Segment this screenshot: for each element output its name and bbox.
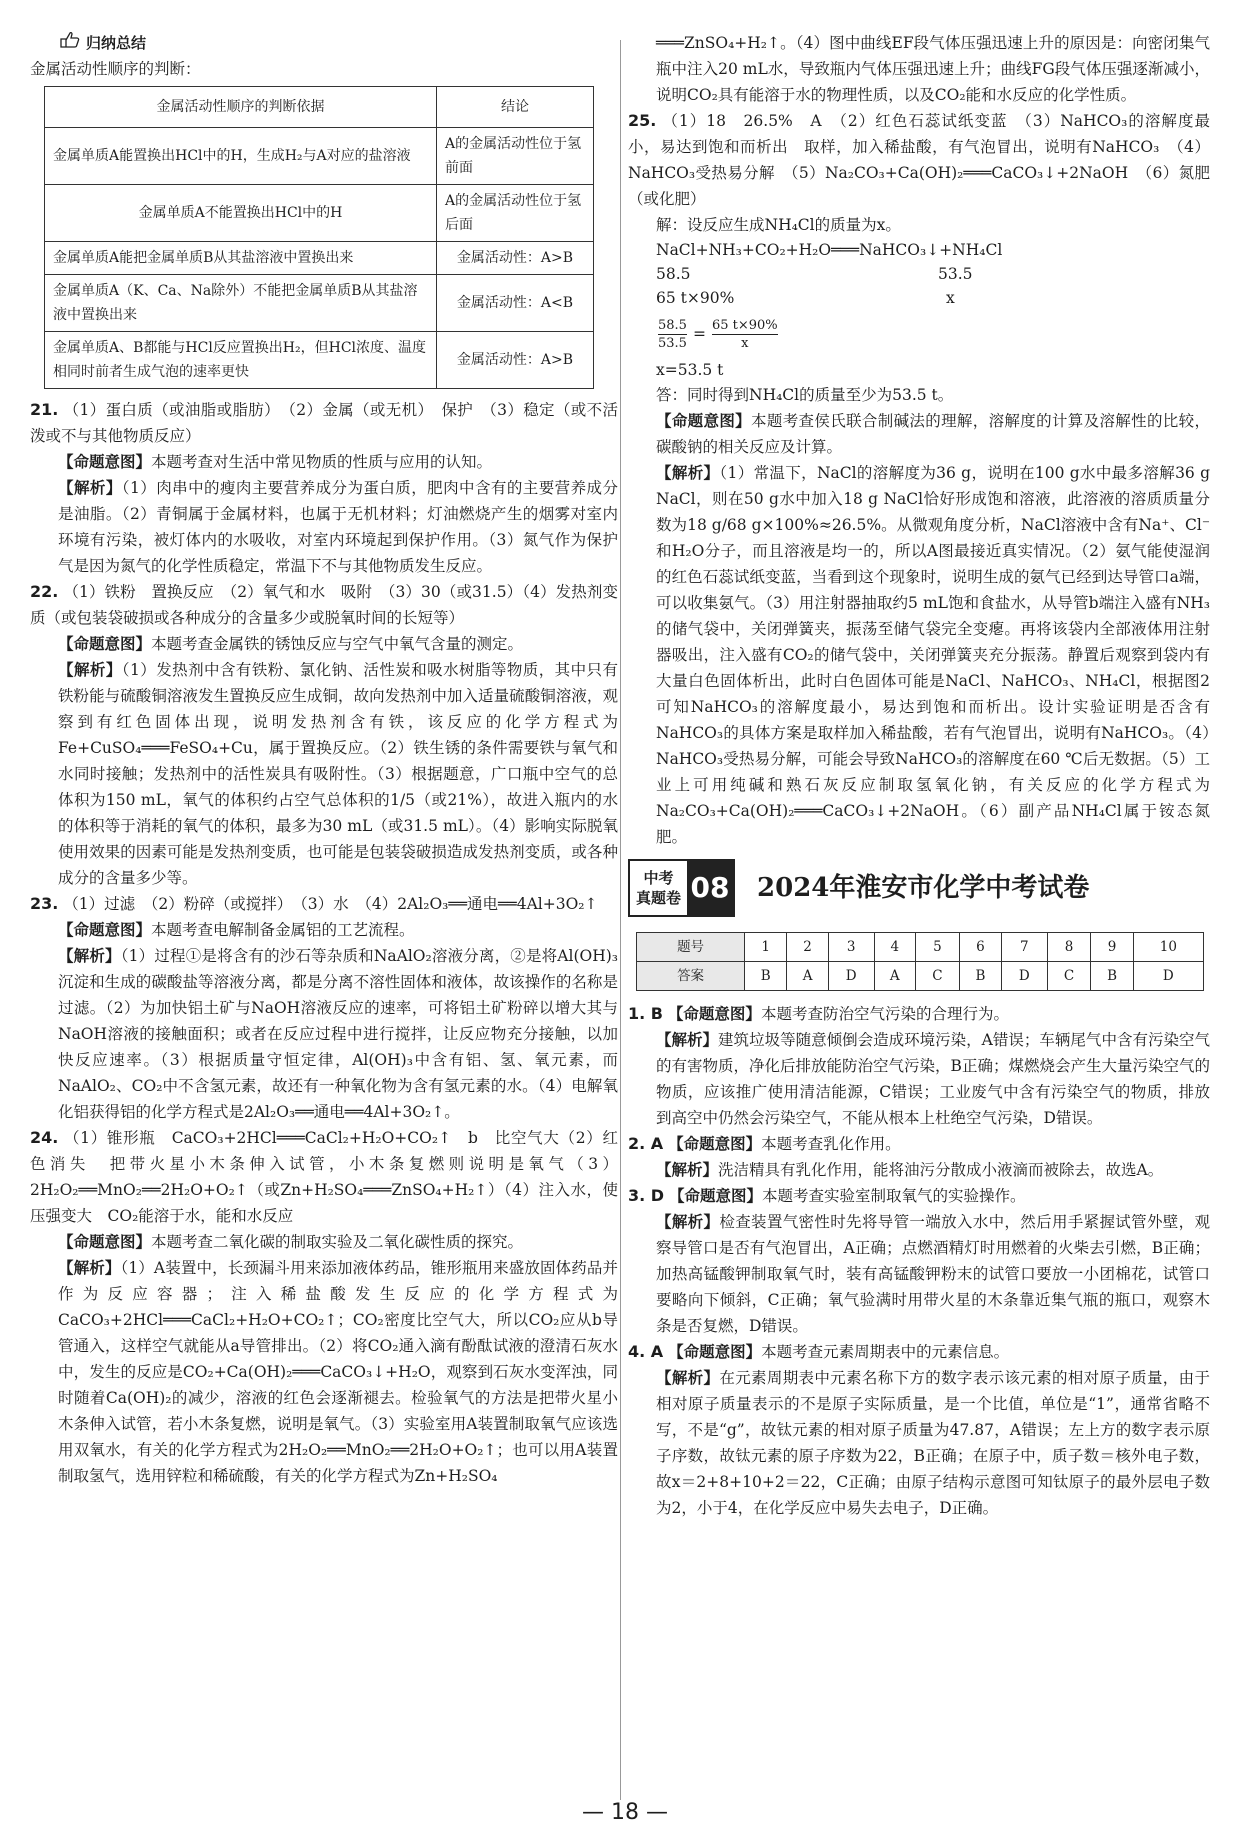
question-number: 24. bbox=[30, 1128, 59, 1147]
section-tag: 【命题意图】 bbox=[656, 412, 752, 430]
answer-paragraph bbox=[30, 449, 618, 475]
badge-bottom: 真题卷 bbox=[636, 889, 682, 907]
section-tag: 【解析】 bbox=[58, 1259, 121, 1277]
calc-equation: NaCl+NH₃+CO₂+H₂O═══NaHCO₃↓+NH₄Cl bbox=[656, 241, 1003, 259]
table-cell-conclusion: 金属活动性：A>B bbox=[437, 242, 594, 275]
right-answers-bottom bbox=[628, 1001, 1210, 1521]
answer-number-cell: 3 bbox=[828, 933, 874, 962]
answer-text: 本题考查防治空气污染的合理行为。 bbox=[760, 1005, 1009, 1023]
calc-given-right: x bbox=[946, 289, 955, 307]
answer-paragraph bbox=[30, 631, 618, 657]
answer-text: 本题考查侯氏联合制碱法的理解，溶解度的计算及溶解性的比较，碳酸钠的相关反应及计算。 bbox=[656, 412, 1210, 456]
answer-paragraph bbox=[30, 917, 618, 943]
section-tag: 【命题意图】 bbox=[668, 1135, 762, 1153]
section-tag: 【命题意图】 bbox=[58, 453, 152, 471]
answer-text: 本题考查电解制备金属铝的工艺流程。 bbox=[151, 921, 415, 939]
section-tag: 【命题意图】 bbox=[58, 1233, 152, 1251]
section-tag: 【命题意图】 bbox=[669, 1187, 763, 1205]
answer-text: ═══ZnSO₄+H₂↑。（4）图中曲线EF段气体压强迅速上升的原因是：向密闭集气瓶中注入20 mL水，导致瓶内气体压强迅速上升；曲线FG段气体压强逐渐减小，说明CO₂具有能溶于水的物理性质，以及CO₂能和水反应的化学性质。 bbox=[656, 34, 1210, 104]
answer-number-cell: 6 bbox=[959, 933, 1001, 962]
answer-paragraph bbox=[30, 397, 618, 449]
question-number: 2. A bbox=[628, 1134, 664, 1153]
badge-top: 中考 bbox=[643, 869, 674, 887]
section-tag: 【解析】 bbox=[656, 1369, 720, 1387]
answer-key-cell: B bbox=[959, 962, 1001, 991]
table-row bbox=[45, 185, 594, 242]
answer-paragraph bbox=[628, 1339, 1210, 1365]
calc-mass-left: 58.5 bbox=[656, 265, 691, 283]
answer-text: 洗洁精具有乳化作用，能将油污分散成小液滴而被除去，故选A。 bbox=[718, 1161, 1164, 1179]
section-tag: 【解析】 bbox=[656, 1161, 719, 1179]
page-number: — 18 — bbox=[582, 1800, 668, 1825]
answer-text: （1）铁粉 置换反应 （2）氧气和水 吸附 （3）30（或31.5）（4）发热剂变质（或包装袋破损或各种成分的含量多少或脱氧时间的长短等） bbox=[30, 583, 618, 627]
answer-row-label: 题号 bbox=[637, 933, 745, 962]
table-header-conclusion: 结论 bbox=[437, 87, 594, 128]
answer-key-cell: B bbox=[745, 962, 787, 991]
ratio-left bbox=[658, 317, 687, 352]
section-tag: 【命题意图】 bbox=[58, 635, 152, 653]
exam-title: 2024年淮安市化学中考试卷 bbox=[757, 873, 1090, 903]
answer-text: （1）过程①是将含有的沙石等杂质和NaAlO₂溶液分离，②是将Al(OH)₃沉淀和生成的碳酸盐等溶液分离，都是分离不溶性固体和液体，故该操作的名称是过滤。（2）为加快铝土矿与NaOH溶液反应的速率，可将铝土矿粉碎以增大其与NaOH溶液的接触面积；或者在反应过程中进行搅拌，让反应物充分接触，以加快反应速率。（3）根据质量守恒定律，Al(OH)₃中含有铝、氢、氧元素，而NaAlO₂、CO₂中不含氢元素，故还有一种氧化物为含有氢元素的水。（4）电解氧化铝获得铝的化学方程式是2Al₂O₃══通电══4Al+3O₂↑。 bbox=[58, 947, 618, 1121]
calc-ratio: $\frac{58.5}{53.5}$ = $\frac{65 t\times 90\%}{x}$ bbox=[658, 317, 778, 351]
answer-paragraph bbox=[628, 460, 1210, 850]
table-cell-conclusion: 金属活动性：A>B bbox=[437, 332, 594, 389]
table-cell-basis: 金属单质A、B都能与HCl反应置换出H₂，但HCl浓度、温度相同时前者生成气泡的速率更快 bbox=[45, 332, 437, 389]
hand-pointer-icon bbox=[60, 30, 80, 56]
left-answers bbox=[30, 397, 618, 1489]
ratio-left-num: 58.5 bbox=[658, 317, 687, 333]
section-tag: 【命题意图】 bbox=[58, 921, 152, 939]
answer-paragraph bbox=[628, 212, 1210, 238]
answer-text: 本题考查二氧化碳的制取实验及二氧化碳性质的探究。 bbox=[151, 1233, 524, 1251]
right-column bbox=[628, 30, 1210, 1521]
answer-number-cell: 7 bbox=[1002, 933, 1048, 962]
answer-row-label: 答案 bbox=[637, 962, 745, 991]
table-row bbox=[45, 128, 594, 185]
right-answers-top bbox=[628, 30, 1210, 238]
ratio-right-den: x bbox=[741, 335, 749, 351]
answer-table bbox=[636, 932, 1204, 991]
table-row bbox=[45, 332, 594, 389]
question-number: 23. bbox=[30, 894, 59, 913]
answer-paragraph bbox=[628, 1001, 1210, 1027]
answer-text: （1）发热剂中含有铁粉、氯化钠、活性炭和吸水树脂等物质，其中只有铁粉能与硫酸铜溶液发生置换反应生成铜，故向发热剂中加入适量硫酸铜溶液，观察到有红色固体出现，说明发热剂含有铁，该反应的化学方程式为Fe+CuSO₄═══FeSO₄+Cu，属于置换反应。（2）铁生锈的条件需要铁与氧气和水同时接触；发热剂中的活性炭具有吸附性。（3）根据题意，广口瓶中空气的总体积为150 mL，氧气的体积约占空气总体积的1/5（或21%），故进入瓶内的水的体积等于消耗的氧气的体积，最多为30 mL（或31.5 mL）。（4）影响实际脱氧使用效果的因素可能是发热剂变质，也可能是包装袋破损造成发热剂变质，或各种成分的含量多少等。 bbox=[58, 661, 618, 887]
answer-paragraph bbox=[628, 408, 1210, 460]
answer-paragraph bbox=[30, 943, 618, 1125]
table-cell-basis: 金属单质A能置换出HCl中的H，生成H₂与A对应的盐溶液 bbox=[45, 128, 437, 185]
answer-text: （1）18 26.5% A （2）红色石蕊试纸变蓝 （3）NaHCO₃的溶解度最小，易达到饱和而析出 取样，加入稀盐酸，有气泡冒出，说明有NaHCO₃ （4）NaHCO₃受热易分解 （5）Na₂CO₃+Ca(OH)₂═══CaCO₃↓+2NaOH （6）氮肥（或化肥） bbox=[628, 112, 1210, 208]
answer-text: （1）常温下，NaCl的溶解度为36 g，说明在100 g水中最多溶解36 g NaCl，则在50 g水中加入18 g NaCl恰好形成饱和溶液，此溶液的溶质质量分数为18 g/68 g×100%≈26.5%。从微观角度分析，NaCl溶液中含有Na⁺、Cl⁻和H₂O分子，而且溶液是均一的，所以A图最接近真实情况。（2）氨气能使湿润的红色石蕊试纸变蓝，当看到这个现象时，说明生成的氨气已经到达导管口a端，可以收集氨气。（3）用注射器抽取约5 mL饱和食盐水，从导管b端注入盛有NH₃的储气袋中，关闭弹簧夹，振荡至储气袋完全变瘪。再将该袋内全部液体用注射器吸出，注入盛有CO₂的储气袋中，关闭弹簧夹充分振荡。静置后观察到袋内有大量白色固体析出，此时白色固体可能是NaCl、NaHCO₃、NH₄Cl，根据图2可知NaHCO₃的溶解度最小，易达到饱和而析出。设计实验证明是否含有NaHCO₃的具体方案是取样加入稀盐酸，若有气泡冒出，说明有NaHCO₃。（4）NaHCO₃受热易分解，可能会导致NaHCO₃的溶解度在60 ℃后无数据。（5）工业上可用纯碱和熟石灰反应制取氢氧化钠，有关反应的化学方程式为Na₂CO₃+Ca(OH)₂═══CaCO₃↓+2NaOH。（6）副产品NH₄Cl属于铵态氮肥。 bbox=[656, 464, 1210, 846]
answer-paragraph bbox=[628, 1209, 1210, 1339]
calculation-block bbox=[628, 238, 1210, 382]
answer-paragraph bbox=[628, 1183, 1210, 1209]
answer-key-cell: D bbox=[1002, 962, 1048, 991]
answer-paragraph bbox=[628, 108, 1210, 212]
section-tag: 【解析】 bbox=[58, 947, 121, 965]
badge-number: 08 bbox=[687, 861, 733, 915]
answer-key-cell: C bbox=[916, 962, 960, 991]
right-answers-mid bbox=[628, 382, 1210, 850]
table-row bbox=[45, 242, 594, 275]
ratio-right bbox=[712, 317, 778, 352]
table-cell-conclusion: A的金属活动性位于氢后面 bbox=[437, 185, 594, 242]
answer-number-cell: 10 bbox=[1133, 933, 1203, 962]
answer-key-cell: B bbox=[1091, 962, 1133, 991]
answer-key-cell: A bbox=[787, 962, 829, 991]
answer-text: （1）蛋白质（或油脂或脂肪） （2）金属（或无机） 保护 （3）稳定（或不活泼或不与其他物质反应） bbox=[30, 401, 618, 445]
answer-number-cell: 2 bbox=[787, 933, 829, 962]
answer-key-cell: D bbox=[1133, 962, 1203, 991]
answer-paragraph bbox=[628, 1027, 1210, 1131]
exam-badge bbox=[628, 859, 735, 917]
answer-text: （1）过滤 （2）粉碎（或搅拌） （3）水 （4）2Al₂O₃══通电══4Al+3O₂↑ bbox=[63, 895, 598, 913]
summary-heading bbox=[60, 30, 618, 56]
calc-given-left: 65 t×90% bbox=[656, 289, 735, 307]
answer-text: （1）A装置中，长颈漏斗用来添加液体药品，锥形瓶用来盛放固体药品并作为反应容器；注入稀盐酸发生反应的化学方程式为CaCO₃+2HCl═══CaCl₂+H₂O+CO₂↑；CO₂密度比空气大，所以CO₂应从b导管通入，这样空气就能从a导管排出。（2）将CO₂通入滴有酚酞试液的澄清石灰水中，发生的反应是CO₂+Ca(OH)₂═══CaCO₃↓+H₂O，观察到石灰水变浑浊，同时随着Ca(OH)₂的减少，溶液的红色会逐渐褪去。检验氧气的方法是把带火星小木条伸入试管，若小木条复燃，说明是氧气。（3）实验室用A装置制取氧气应该选用双氧水，有关的化学方程式为2H₂O₂══MnO₂══2H₂O+O₂↑；也可以用A装置制取氢气，选用锌粒和稀硫酸，有关的化学方程式为Zn+H₂SO₄ bbox=[58, 1259, 618, 1485]
answer-number-row bbox=[637, 933, 1204, 962]
table-cell-basis: 金属单质A（K、Ca、Na除外）不能把金属单质B从其盐溶液中置换出来 bbox=[45, 275, 437, 332]
section-tag: 【解析】 bbox=[58, 479, 122, 497]
calc-mass-right: 53.5 bbox=[938, 265, 973, 283]
answer-text: 解：设反应生成NH₄Cl的质量为x。 bbox=[656, 216, 901, 234]
answer-number-cell: 4 bbox=[874, 933, 916, 962]
table-cell-conclusion: 金属活动性：A<B bbox=[437, 275, 594, 332]
answer-text: （1）锥形瓶 CaCO₃+2HCl═══CaCl₂+H₂O+CO₂↑ b 比空气大（2）红色消失 把带火星小木条伸入试管，小木条复燃则说明是氧气（3）2H₂O₂══MnO₂══2H₂O+O₂↑（或Zn+H₂SO₄═══ZnSO₄+H₂↑）（4）注入水，使压强变大 CO₂能溶于水，能和水反应 bbox=[30, 1129, 618, 1225]
table-header-basis: 金属活动性顺序的判断依据 bbox=[45, 87, 437, 128]
section-tag: 【解析】 bbox=[58, 661, 122, 679]
answer-paragraph bbox=[30, 475, 618, 579]
table-cell-basis: 金属单质A不能置换出HCl中的H bbox=[45, 185, 437, 242]
section-tag: 【命题意图】 bbox=[668, 1343, 762, 1361]
answer-text: 在元素周期表中元素名称下方的数字表示该元素的相对原子质量，由于相对原子质量表示的不是原子实际质量，是一个比值，单位是“1”，通常省略不写，不是“g”，故钛元素的相对原子质量为47.87，A错误；左上方的数字表示原子序数，故钛元素的原子序数为22，B正确；在原子中，质子数＝核外电子数，故x＝2+8+10+2＝22，C正确；由原子结构示意图可知钛原子的最外层电子数为2，小于4，在化学反应中易失去电子，D正确。 bbox=[656, 1369, 1210, 1517]
summary-title: 归纳总结 bbox=[86, 34, 147, 52]
answer-paragraph bbox=[628, 1365, 1210, 1521]
section-tag: 【解析】 bbox=[656, 464, 720, 482]
summary-subheading: 金属活动性顺序的判断： bbox=[30, 60, 201, 78]
answer-key-cell: D bbox=[828, 962, 874, 991]
answer-paragraph bbox=[628, 30, 1210, 108]
table-cell-conclusion: A的金属活动性位于氢前面 bbox=[437, 128, 594, 185]
answer-text: （1）肉串中的瘦肉主要营养成分为蛋白质，肥肉中含有的主要营养成分是油脂。（2）青铜属于金属材料，也属于无机材料；灯油燃烧产生的烟雾对室内环境有污染，被灯体内的水吸收，对室内环境起到保护作用。（3）氮气作为保护气是因为氮气的化学性质稳定，常温下不与其他物质发生反应。 bbox=[58, 479, 618, 575]
answer-paragraph bbox=[30, 657, 618, 891]
answer-text: 本题考查元素周期表中的元素信息。 bbox=[761, 1343, 1010, 1361]
question-number: 22. bbox=[30, 582, 59, 601]
exam-banner bbox=[628, 856, 1210, 920]
section-tag: 【命题意图】 bbox=[667, 1005, 761, 1023]
answer-number-cell: 5 bbox=[916, 933, 960, 962]
answer-number-cell: 8 bbox=[1047, 933, 1091, 962]
answer-key-cell: A bbox=[874, 962, 916, 991]
table-cell-basis: 金属单质A能把金属单质B从其盐溶液中置换出来 bbox=[45, 242, 437, 275]
ratio-left-den: 53.5 bbox=[658, 335, 687, 351]
answer-paragraph bbox=[30, 1229, 618, 1255]
question-number: 1. B bbox=[628, 1004, 663, 1023]
metal-activity-table bbox=[44, 86, 594, 389]
answer-paragraph bbox=[628, 382, 1210, 408]
calc-result: x=53.5 t bbox=[656, 361, 724, 379]
question-number: 21. bbox=[30, 400, 59, 419]
ratio-right-num: 65 t×90% bbox=[711, 317, 778, 333]
answer-text: 答：同时得到NH₄Cl的质量至少为53.5 t。 bbox=[656, 386, 954, 404]
answer-number-cell: 1 bbox=[745, 933, 787, 962]
answer-paragraph bbox=[30, 1255, 618, 1489]
answer-paragraph bbox=[628, 1131, 1210, 1157]
left-column bbox=[30, 30, 618, 1489]
column-divider bbox=[620, 40, 621, 1800]
answer-key-cell: C bbox=[1047, 962, 1091, 991]
answer-text: 检查装置气密性时先将导管一端放入水中，然后用手紧握试管外壁，观察导管口是否有气泡冒出，A正确；点燃酒精灯时用燃着的火柴去引燃，B正确；加热高锰酸钾制取氧气时，装有高锰酸钾粉末的试管口要放一小团棉花，试管口要略向下倾斜，C正确；氧气验满时用带火星的木条靠近集气瓶的瓶口，观察木条是否复燃，D错误。 bbox=[656, 1213, 1210, 1335]
question-number: 4. A bbox=[628, 1342, 664, 1361]
calc-given-row bbox=[656, 286, 1210, 310]
answer-text: 本题考查乳化作用。 bbox=[761, 1135, 901, 1153]
answer-text: 本题考查实验室制取氧气的实验操作。 bbox=[762, 1187, 1026, 1205]
answer-text: 建筑垃圾等随意倾倒会造成环境污染，A错误；车辆尾气中含有污染空气的有害物质，净化后排放能防治空气污染，B正确；煤燃烧会产生大量污染空气的物质，应该推广使用清洁能源，C错误；工业废气中含有污染空气的物质，排放到高空中仍然会污染空气，不能从根本上杜绝空气污染，D错误。 bbox=[656, 1031, 1210, 1127]
badge-text bbox=[630, 868, 687, 908]
calc-mass-row bbox=[656, 262, 1210, 286]
answer-key-row bbox=[637, 962, 1204, 991]
section-tag: 【解析】 bbox=[656, 1031, 719, 1049]
answer-paragraph bbox=[30, 579, 618, 631]
question-number: 25. bbox=[628, 111, 657, 130]
answer-text: 本题考查对生活中常见物质的性质与应用的认知。 bbox=[151, 453, 493, 471]
answer-paragraph bbox=[30, 1125, 618, 1229]
answer-paragraph bbox=[30, 891, 618, 917]
answer-number-cell: 9 bbox=[1091, 933, 1133, 962]
question-number: 3. D bbox=[628, 1186, 665, 1205]
answer-paragraph bbox=[628, 1157, 1210, 1183]
answer-text: 本题考查金属铁的锈蚀反应与空气中氧气含量的测定。 bbox=[151, 635, 524, 653]
section-tag: 【解析】 bbox=[656, 1213, 720, 1231]
table-row bbox=[45, 275, 594, 332]
